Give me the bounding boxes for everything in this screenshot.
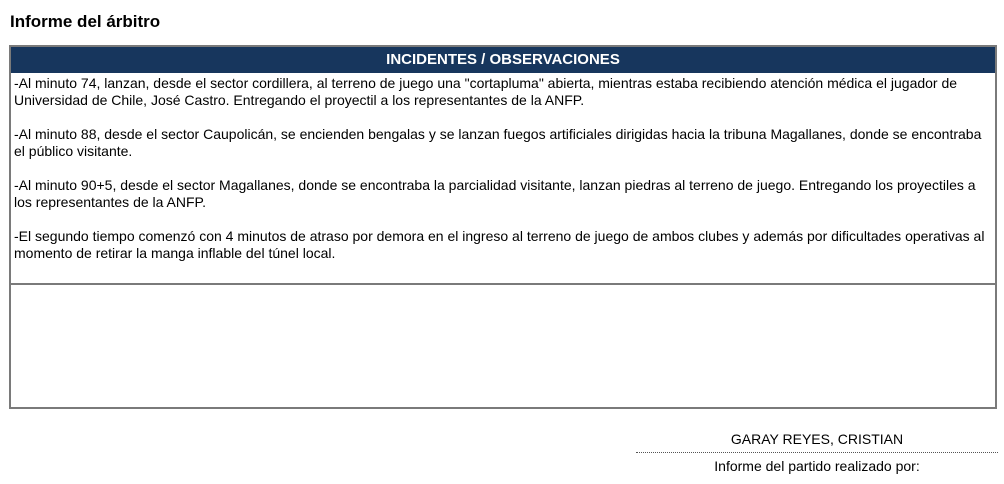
section-header: INCIDENTES / OBSERVACIONES [11,47,995,73]
section-divider [11,283,995,285]
incident-item: -El segundo tiempo comenzó con 4 minutos de atraso por demora en el ingreso al terreno de juego de ambos clubes y además por dificultades operativas al momento de retirar la manga inflable del túnel local. [14,228,985,261]
incident-item: -Al minuto 88, desde el sector Caupolicán, se encienden bengalas y se lanzan fuegos artificiales dirigidas hacia la tribuna Magallanes, donde se encontraba el público visitante. [14,126,982,159]
incident-item: -Al minuto 74, lanzan, desde el sector cordillera, al terreno de juego una "cortapluma" abierta, mientras estaba recibiendo atención médica el jugador de Universidad de Chile, José Castro. Entregando el proyectil a los representantes de la ANFP. [14,75,958,108]
page-title: Informe del árbitro [10,12,161,31]
signature-caption: Informe del partido realizado por: [714,458,920,474]
incidents-panel [9,45,997,409]
signature-block [636,430,998,475]
incident-item: -Al minuto 90+5, desde el sector Magallanes, donde se encontraba la parcialidad visitante, lanzan piedras al terreno de juego. Entregando los proyectiles a los representantes de la ANFP. [14,177,976,210]
signer-name: GARAY REYES, CRISTIAN [636,430,998,453]
incidents-text-area [11,73,995,283]
